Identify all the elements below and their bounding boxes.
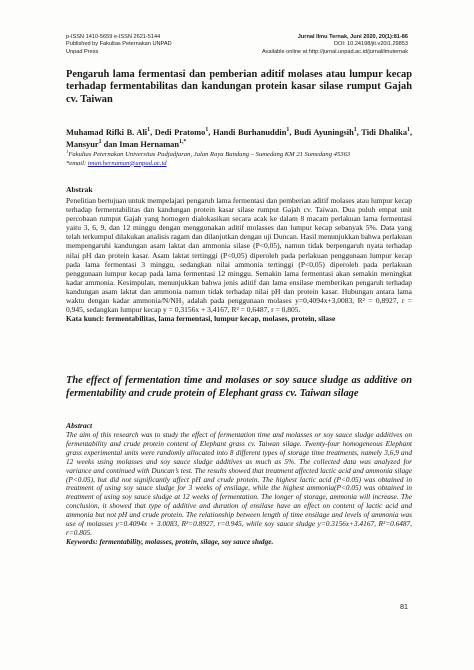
- header-left: [66, 34, 172, 56]
- author-sup: 1: [286, 127, 290, 134]
- affiliation-sup: 1: [66, 148, 69, 154]
- email-label: *email:: [66, 159, 88, 167]
- author-sup: 1: [407, 127, 410, 134]
- title-indonesian: Pengaruh lama fermentasi dan pemberian aditif molases atau lumpur kecap terhadap fermentabilitas dan kandungan protein kasar silase rumput Gajah cv. Taiwan: [66, 69, 412, 105]
- abstract-english: [66, 431, 412, 547]
- author: Mansyur: [66, 139, 99, 149]
- affiliation-line: Fakultas Peternakan Universitas Padjadjaran, Jalan Raya Bandung – Sumedang KM 21 Sumedang 45363: [68, 151, 351, 158]
- publisher: Published by Fakultas Peternakan UNPAD: [66, 41, 172, 48]
- author-sup: 1: [353, 127, 357, 134]
- doi[interactable]: DOI: 10.24198/jit.v20i1.29853: [333, 41, 408, 48]
- author-sup: 1: [98, 138, 102, 145]
- abstract-body-en: The aim of this research was to study the effect of fermentation time and molasses or soy sauce sludge additives on fermentability and crude protein content of Elephant grass cv. Taiwan silage. Twenty-four homogeneous Elephant grass experimental units were randomly allocated into 8 different types of storage time treatments, namely 3,6,9 and 12 weeks using molasses and soy sauce sludge additives as much as 5%. The collected data was analyzed for variance and continued with Duncan’s test. The results showed that treatment affected lactic acid and ammonia silage (P<0.05), but did not significantly affect pH and crude protein. The highest lactic acid (P<0.05) was obtained in treatment of using soy sauce sludge for 3 weeks of ensilage, while the highest ammonia(P<0.05) was obtained in treatment of using soy sauce sludge at 12 weeks of fermentation. The longer of storage, ammonia will increase. The conclusion, it showed that type of additive and duration of ensilase have an effect on content of lactic acid and ammonia but not pH and crude protein. The relationship between length of time ensilage and levels of ammonia was use of molasses y=0.4094x + 3.0083, R²=0.8927, r=0.945, while soy sauce sludge y=0.3156x+3.4167, R²=0.6487, r=0.805.: [66, 430, 412, 537]
- abstract-heading-en: Abstract: [66, 421, 93, 430]
- keywords-en: Keywords: fermentability, molasses, protein, silage, soy sauce sludge.: [66, 536, 274, 546]
- email-link[interactable]: iman.hernaman@unpad.ac.id: [87, 159, 167, 167]
- journal-citation: Jurnal Ilmu Ternak, Juni 2020, 20(1):81-86: [297, 34, 408, 40]
- press: Unpad Press: [66, 48, 99, 55]
- author: Budi Ayuningsih: [294, 128, 354, 137]
- abstract-indonesian: [66, 196, 412, 323]
- abstract-heading-id: Abstrak: [66, 185, 93, 194]
- header-right: [262, 34, 408, 56]
- abstract-body-id: Penelitian bertujuan untuk mempelajari pengaruh lama fermentasi dan pemberian aditif molases atau lumpur kecap terhadap fermentabilitas dan kandungan protein kasar silase rumput Gajah cv. Taiwan. Dua puluh empat unit percobaan rumput Gajah yang homogen dialokasikan secara acak ke dalam 8 macam perlakuan lama fermentasi yaitu 3, 6, 9, dan 12 minggu dengan menggunakan aditif molasses dan lumpur kecap sebanyak 5%. Data yang telah terkumpul dilakukan analisis ragam dan dilanjutkan dengan uji Duncan. Hasil menunjukkan bahwa perlakuan mempengaruhi kandungan asam laktat dan ammonia silase (P<0,05), namun tidak berpengaruh nyata terhadap nilai pH dan protein kasar. Asam laktat tertinggi (P<0,05) diperoleh pada perlakuan penggunaan lumpur kecap pada lama fermentasi 3 minggu, sedangkan nilai ammonia tertinggi (P<0,05) diperoleh pada perlakuan penggunaan lumpur kecap pada lama fermentasi 12 minggu. Semakin lama fermentasi akan semakin meningkat kadar ammonia. Kesimpulan, menunjukkan bahwa jenis aditif dan lama ensilase memberikan pengaruh terhadap kandungan asam laktat dan ammonia namun tidak terhadap nilai pH dan protein kasar. Hubungan antara lama waktu dengan kadar ammonia/N/NH₃ adalah pada penggunaan molases y=0,4094x+3,0083, R² = 0,8927, r = 0,945, sedangkan lumpur kecap y = 0,3156x + 3,4167, R² = 0,6487, r = 0,805.: [66, 196, 412, 315]
- available-online[interactable]: Available online at http://jurnal.unpad.ac.id/jurnalilmuternak: [261, 48, 408, 55]
- affiliation: [66, 148, 412, 168]
- issn: p-ISSN 1410-5659 e-ISSN 2621-5144: [66, 34, 161, 40]
- author: Tidi Dhalika: [361, 128, 408, 137]
- author: Muhamad Rifki B. Ali: [66, 128, 148, 137]
- author-sup: 1: [147, 127, 151, 134]
- author-list: Muhamad Rifki B. Ali$^1$, Dedi Pratomo$^1$, Handi Burhanuddin$^1$, Budi Ayuningsih$^1$, Tidi Dhalika$^1$, Mansyur$^1$ dan Iman Hernaman$^{1,*}$: [66, 127, 413, 149]
- author: Dedi Pratomo: [154, 128, 206, 137]
- page-number: 81: [400, 602, 408, 611]
- author-sup: 1,*: [179, 138, 187, 145]
- author-sup: 1: [205, 127, 209, 134]
- author: Iman Hernaman: [119, 139, 180, 149]
- keywords-id: Kata kunci: fermentabilitas, lama fermentasi, lumpur kecap, molases, protein, silase: [66, 314, 336, 324]
- title-english: The effect of fermentation time and molases or soy sauce sludge as additive on fermentability and crude protein of Elephant grass cv. Taiwan silage: [66, 375, 412, 399]
- author: Handi Burhanuddin: [212, 128, 287, 137]
